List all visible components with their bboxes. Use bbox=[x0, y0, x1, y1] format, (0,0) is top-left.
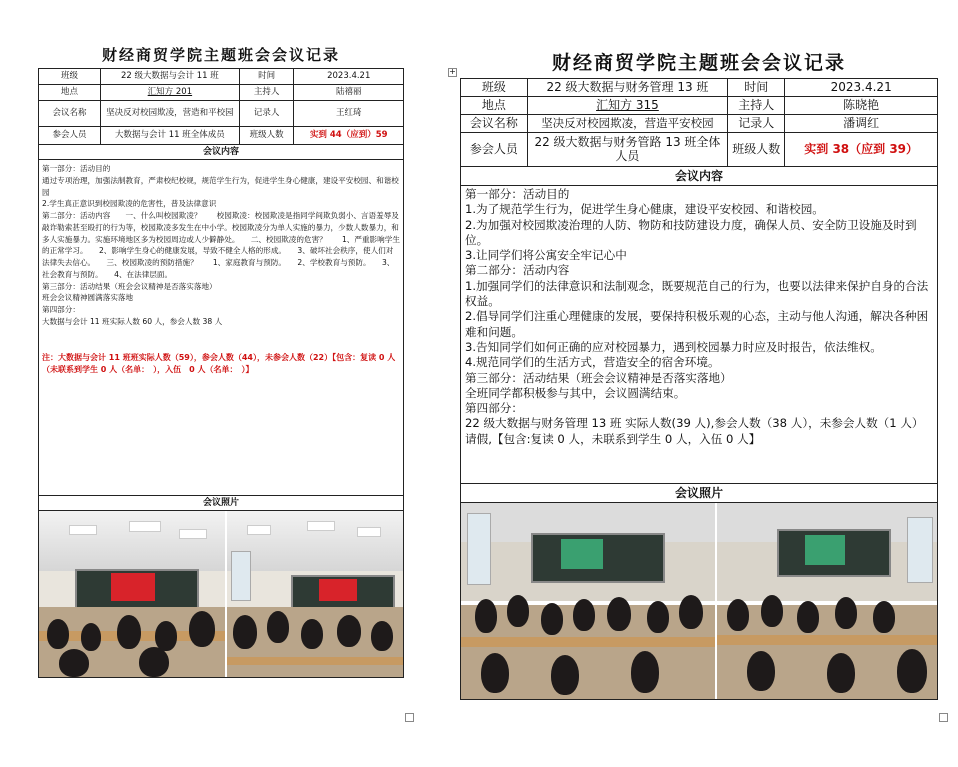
meeting-photo bbox=[717, 503, 937, 699]
attendees-label: 参会人员 bbox=[461, 133, 528, 167]
class-value: 22 级大数据与财务管理 13 班 bbox=[527, 79, 727, 97]
class-label: 班级 bbox=[39, 69, 101, 85]
class-value: 22 级大数据与会计 11 班 bbox=[101, 69, 240, 85]
content-line: 第二部分：活动内容 一、什么叫校园欺凌？ 校园欺凌：校园欺凌是指同学间欺负弱小、言语羞辱及敲诈勒索甚至殴打的行为等，校园欺凌多发生在中小学。校园欺凌分为单人实施的暴力，少数人数暴力，和多人实施暴力。实施环境地区多为校园周边或人少僻静处。 二、校园欺凌的危害？ 1、严重影响学生的正常学习。 2、影响学生身心的健康发展，导致不健全人格的形成。 3、破坏社会秩序，使人们对法律失去信心。 三、校园欺凌的预防措施？ 1、家庭教育与预防。 2、学校教育与预防。 3、社会教育与预防。 4、在法律层面。 bbox=[42, 211, 400, 279]
time-label: 时间 bbox=[728, 79, 785, 97]
right-content-box bbox=[460, 167, 938, 484]
attendees-value: 22 级大数据与财务管路 13 班全体人员 bbox=[527, 133, 727, 167]
place-value: 汇知方 315 bbox=[527, 97, 727, 115]
left-content-heading: 会议内容 bbox=[39, 145, 403, 160]
host-value: 陆禧丽 bbox=[294, 85, 404, 101]
resize-handle[interactable] bbox=[939, 713, 948, 722]
right-info-table bbox=[460, 78, 938, 167]
content-line: 3.让同学们将公寓安全牢记心中 bbox=[465, 248, 627, 263]
meeting-photo bbox=[227, 511, 403, 677]
content-line: 第一部分：活动目的 bbox=[465, 187, 570, 201]
recorder-label: 记录人 bbox=[239, 101, 294, 127]
host-label: 主持人 bbox=[239, 85, 294, 101]
left-title: 财经商贸学院主题班会会议记录 bbox=[101, 46, 340, 64]
meeting-photo bbox=[461, 503, 717, 699]
content-line: 3.告知同学们如何正确的应对校园暴力，遇到校园暴力时应及时报告，依法维权。 bbox=[465, 339, 882, 354]
meeting-name-label: 会议名称 bbox=[461, 115, 528, 133]
content-line: 第四部分： bbox=[465, 401, 523, 416]
content-line: 通过专项治理，加强法制教育，严肃校纪校规，规范学生行为，促进学生身心健康，建设平安校园、和谐校园 bbox=[42, 175, 399, 197]
host-value: 陈晓艳 bbox=[785, 97, 938, 115]
right-photos bbox=[460, 503, 938, 700]
left-note: 注：大数据与会计 11 班班实际人数（59），参会人数（44），未参会人数（22）【包含：复读 0 人（未联系到学生 0 人（名单： ），入伍 0 人（名单： ）】 bbox=[42, 352, 396, 374]
content-line: 班会会议精神圆满落实落地 bbox=[42, 293, 134, 303]
content-line: 22 级大数据与财务管理 13 班 实际人数(39 人),参会人数（38 人），未参会人数（1 人）请假,【包含:复读 0 人，未联系到学生 0 人，入伍 0 人】 bbox=[465, 416, 924, 446]
left-photos bbox=[38, 511, 404, 678]
time-value: 2023.4.21 bbox=[294, 69, 404, 85]
class-count-label: 班级人数 bbox=[239, 127, 294, 145]
place-label: 地点 bbox=[461, 97, 528, 115]
content-line: 第二部分：活动内容 bbox=[465, 263, 570, 278]
class-count-value: 实到 38（应到 39） bbox=[785, 133, 938, 167]
time-label: 时间 bbox=[239, 69, 294, 85]
time-value: 2023.4.21 bbox=[785, 79, 938, 97]
content-line: 1.加强同学们的法律意识和法制观念，既要规范自己的行为，也要以法律来保护自身的合法权益。 bbox=[465, 278, 929, 309]
resize-handle[interactable] bbox=[405, 713, 414, 722]
content-line: 2.学生真正意识到校园欺凌的危害性，普及法律意识 bbox=[42, 199, 217, 209]
content-line: 第一部分：活动目的 bbox=[42, 164, 111, 173]
class-count-label: 班级人数 bbox=[728, 133, 785, 167]
content-line: 第三部分：活动结果（班会会议精神是否落实落地） bbox=[465, 370, 732, 385]
place-label: 地点 bbox=[39, 85, 101, 101]
meeting-name-label: 会议名称 bbox=[39, 101, 101, 127]
class-count-value: 实到 44（应到）59 bbox=[294, 127, 404, 145]
left-content-box bbox=[38, 145, 404, 496]
content-line: 第三部分：活动结果（班会会议精神是否落实落地） bbox=[42, 281, 217, 291]
meeting-name-value: 坚决反对校园欺凌，营造和平校园 bbox=[101, 101, 240, 127]
content-line: 第四部分： bbox=[42, 305, 80, 315]
right-content-heading: 会议内容 bbox=[461, 167, 937, 186]
meeting-photo bbox=[39, 511, 227, 677]
left-photos-heading: 会议照片 bbox=[38, 496, 404, 511]
content-line: 大数据与会计 11 班实际人数 60 人，参会人数 38 人 bbox=[42, 316, 223, 326]
right-meeting-record bbox=[449, 48, 938, 716]
right-photos-heading: 会议照片 bbox=[460, 484, 938, 503]
attendees-value: 大数据与会计 11 班全体成员 bbox=[101, 127, 240, 145]
right-title: 财经商贸学院主题班会会议记录 bbox=[551, 52, 846, 74]
host-label: 主持人 bbox=[728, 97, 785, 115]
table-move-handle[interactable]: + bbox=[449, 67, 456, 76]
content-line: 1.为了规范学生行为，促进学生身心健康，建设平安校园、和谐校园。 bbox=[465, 202, 824, 217]
content-line: 4.规范同学们的生活方式，营造安全的宿舍环境。 bbox=[465, 355, 720, 370]
recorder-value: 王红琦 bbox=[294, 101, 404, 127]
meeting-name-value: 坚决反对校园欺凌，营造平安校园 bbox=[527, 115, 727, 133]
place-value: 汇知方 201 bbox=[101, 85, 240, 101]
left-info-table bbox=[38, 68, 404, 145]
recorder-value: 潘调红 bbox=[785, 115, 938, 133]
right-content-body bbox=[461, 186, 937, 448]
content-line: 2.倡导同学们注重心理健康的发展，要保持积极乐观的心态，主动与他人沟通，解决各种困难和问题。 bbox=[465, 309, 929, 339]
content-line: 2.为加强对校园欺凌治理的人防、物防和技防建设力度，确保人员、安全防卫设施及时到位。 bbox=[465, 217, 917, 247]
left-content-body bbox=[39, 160, 403, 379]
left-meeting-record bbox=[38, 44, 404, 716]
recorder-label: 记录人 bbox=[728, 115, 785, 133]
content-line: 全班同学都积极参与其中，会议圆满结束。 bbox=[465, 385, 686, 400]
class-label: 班级 bbox=[461, 79, 528, 97]
attendees-label: 参会人员 bbox=[39, 127, 101, 145]
